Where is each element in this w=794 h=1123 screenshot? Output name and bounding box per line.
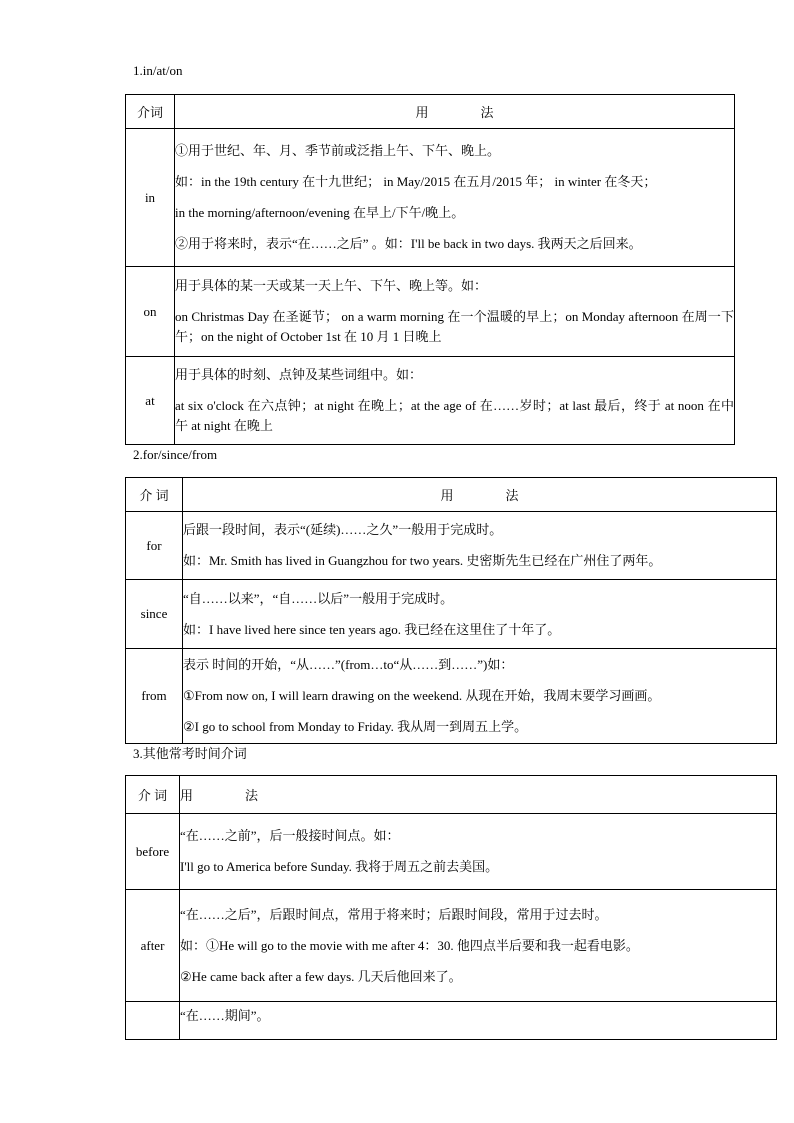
usage-line: ②I go to school from Monday to Friday. 我从周一到周五上学。 <box>183 719 528 734</box>
prep-cell: on <box>126 267 175 357</box>
prep-cell: in <box>126 129 175 267</box>
usage-line: 用于具体的时刻、点钟及某些词组中。如： <box>175 367 423 382</box>
header-prep: 介词 <box>126 95 175 129</box>
usage-cell <box>180 890 777 1002</box>
usage-line: “在……之前”，后一般接时间点。如： <box>180 828 400 843</box>
usage-line: ②He came back after a few days. 几天后他回来了。 <box>180 968 462 984</box>
usage-cell <box>183 580 777 649</box>
table-row <box>126 649 777 744</box>
table-header-row <box>126 478 777 512</box>
usage-line: ①用于世纪、年、月、季节前或泛指上午、下午、晚上。 <box>175 143 501 158</box>
table-header-row <box>126 776 777 814</box>
header-usage: 用 法 <box>180 776 777 814</box>
usage-line: 表示 时间的开始，“从……”(from…to“从……到……”)如： <box>183 657 514 672</box>
table-row <box>126 512 777 580</box>
header-usage: 用 法 <box>183 478 777 512</box>
usage-line: 如：Mr. Smith has lived in Guangzhou for two years. 史密斯先生已经在广州住了两年。 <box>183 553 662 568</box>
table-row <box>126 580 777 649</box>
table-row <box>126 357 735 445</box>
table-row <box>126 267 735 357</box>
usage-line: 用于具体的某一天或某一天上午、下午、晚上等。如： <box>175 278 488 293</box>
header-usage: 用 法 <box>175 95 735 129</box>
table-header-row <box>126 95 735 129</box>
usage-cell <box>183 512 777 580</box>
table-row <box>126 1002 777 1040</box>
usage-line: on Christmas Day 在圣诞节； on a warm morning 在一个温暖的早上；on Monday afternoon 在周一下午；on the night of October 1st 在 10 月 1 日晚上 <box>175 309 734 344</box>
prep-cell <box>126 1002 180 1040</box>
prep-cell: at <box>126 357 175 445</box>
section-heading: 2.for/since/from <box>133 447 218 462</box>
usage-cell <box>175 129 735 267</box>
prep-cell: since <box>126 580 183 649</box>
usage-cell <box>180 1002 777 1040</box>
usage-line: “自……以来”，“自……以后”一般用于完成时。 <box>183 590 454 606</box>
usage-line: 如：①He will go to the movie with me after 4：30. 他四点半后要和我一起看电影。 <box>180 937 639 953</box>
prep-cell: from <box>126 649 183 744</box>
usage-line: “在……之后”，后跟时间点，常用于将来时；后跟时间段，常用于过去时。 <box>180 906 608 922</box>
usage-line: “在……期间”。 <box>180 1008 270 1023</box>
usage-line: ②用于将来时，表示“在……之后” 。如：I'll be back in two days. 我两天之后回来。 <box>175 236 642 251</box>
usage-cell <box>180 814 777 890</box>
prep-table-other <box>125 775 777 1040</box>
usage-line: 如：in the 19th century 在十九世纪； in May/2015 在五月/2015 年； in winter 在冬天； <box>175 174 657 189</box>
prep-table-for-since-from <box>125 477 777 744</box>
prep-cell: before <box>126 814 180 890</box>
usage-cell <box>183 649 777 744</box>
table-row <box>126 129 735 267</box>
prep-cell: for <box>126 512 183 580</box>
prep-cell: after <box>126 890 180 1002</box>
usage-line: I'll go to America before Sunday. 我将于周五之前去美国。 <box>180 859 499 874</box>
table-row <box>126 814 777 890</box>
section-heading: 1.in/at/on <box>133 63 183 78</box>
header-prep: 介 词 <box>126 776 180 814</box>
usage-line: 如：I have lived here since ten years ago. 我已经在这里住了十年了。 <box>183 621 561 637</box>
header-prep: 介 词 <box>126 478 183 512</box>
table-row <box>126 890 777 1002</box>
prep-table-in-at-on <box>125 94 735 445</box>
usage-line: at six o'clock 在六点钟；at night 在晚上；at the age of 在……岁时；at last 最后，终于 at noon 在中午 at night 在晚上 <box>175 398 734 433</box>
usage-line: ①From now on, I will learn drawing on the weekend. 从现在开始，我周末要学习画画。 <box>183 688 661 703</box>
section-heading: 3.其他常考时间介词 <box>133 746 247 761</box>
usage-line: in the morning/afternoon/evening 在早上/下午/晚上。 <box>175 205 465 220</box>
usage-line: 后跟一段时间，表示“(延续)……之久”一般用于完成时。 <box>183 522 503 537</box>
usage-cell <box>175 267 735 357</box>
usage-cell <box>175 357 735 445</box>
